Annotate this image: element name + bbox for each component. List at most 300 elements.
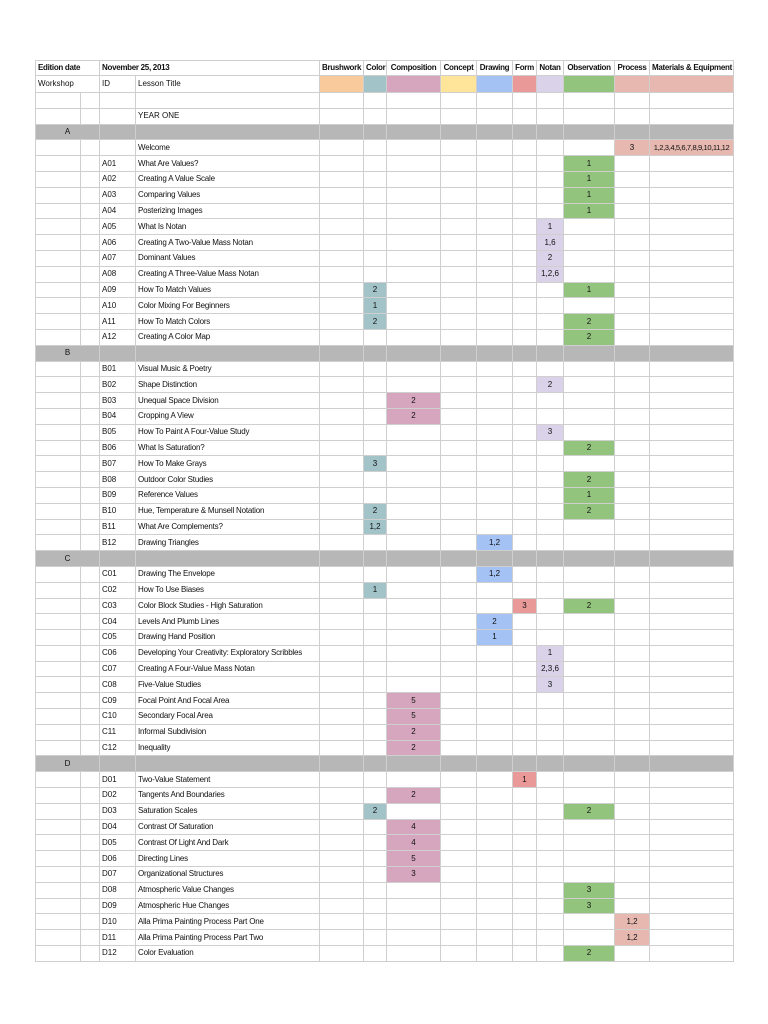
cell-form	[513, 487, 537, 503]
lesson-row	[36, 187, 734, 203]
category-swatch	[564, 76, 615, 93]
cell-color	[364, 867, 387, 883]
cell-brushwork	[320, 298, 364, 314]
lesson-title: Contrast Of Light And Dark	[136, 835, 320, 851]
cell-concept	[441, 171, 477, 187]
cell-observation: 2	[564, 598, 615, 614]
cell-process	[615, 219, 650, 235]
cell-drawing	[477, 329, 513, 345]
cell-process	[615, 946, 650, 962]
cell-process	[615, 582, 650, 598]
cell-process	[615, 171, 650, 187]
lesson-row	[36, 519, 734, 535]
cell-color	[364, 677, 387, 693]
lesson-title: Creating A Two-Value Mass Notan	[136, 235, 320, 251]
cell-color	[364, 424, 387, 440]
cell-concept	[441, 946, 477, 962]
cell-drawing	[477, 361, 513, 377]
cell-observation	[564, 709, 615, 725]
cell-brushwork	[320, 867, 364, 883]
cell-notan	[537, 693, 564, 709]
category-swatch	[615, 76, 650, 93]
cell-color	[364, 250, 387, 266]
cell-color	[364, 930, 387, 946]
cell-brushwork	[320, 519, 364, 535]
cell-observation	[564, 645, 615, 661]
cell-process	[615, 314, 650, 330]
lesson-row	[36, 819, 734, 835]
lesson-id: C12	[100, 740, 136, 756]
cell-color	[364, 740, 387, 756]
cell-composition	[387, 377, 441, 393]
lesson-id: C05	[100, 630, 136, 646]
cell-observation	[564, 377, 615, 393]
cell-process	[615, 282, 650, 298]
lesson-id: A05	[100, 219, 136, 235]
cell-color	[364, 187, 387, 203]
cell-drawing	[477, 156, 513, 172]
cell-drawing	[477, 298, 513, 314]
cell-color	[364, 393, 387, 409]
cell-process	[615, 187, 650, 203]
cell-concept	[441, 456, 477, 472]
cell-process	[615, 566, 650, 582]
cell-form	[513, 329, 537, 345]
cell-observation	[564, 298, 615, 314]
column-header-row	[36, 76, 734, 93]
cell-concept	[441, 566, 477, 582]
category-header-observation: Observation	[564, 61, 615, 76]
cell-composition: 5	[387, 709, 441, 725]
cell-notan: 2	[537, 377, 564, 393]
lesson-row	[36, 582, 734, 598]
cell-notan	[537, 140, 564, 156]
cell-materials-equipment	[650, 724, 734, 740]
cell-brushwork	[320, 630, 364, 646]
lesson-title: Five-Value Studies	[136, 677, 320, 693]
cell-color	[364, 219, 387, 235]
cell-form	[513, 740, 537, 756]
cell-concept	[441, 803, 477, 819]
lesson-title: What Are Values?	[136, 156, 320, 172]
lesson-id: B07	[100, 456, 136, 472]
cell-process	[615, 819, 650, 835]
category-header-materials: Materials & Equipment	[650, 61, 734, 76]
cell-brushwork	[320, 487, 364, 503]
cell-composition: 2	[387, 393, 441, 409]
cell-composition	[387, 519, 441, 535]
cell-notan: 2,3,6	[537, 661, 564, 677]
cell-process	[615, 614, 650, 630]
cell-form	[513, 914, 537, 930]
cell-brushwork	[320, 140, 364, 156]
cell-observation: 2	[564, 803, 615, 819]
lesson-title: How To Use Biases	[136, 582, 320, 598]
cell-form	[513, 535, 537, 551]
lesson-row	[36, 882, 734, 898]
cell-color	[364, 329, 387, 345]
cell-drawing	[477, 487, 513, 503]
id-label: ID	[100, 76, 136, 93]
cell-form	[513, 788, 537, 804]
cell-drawing	[477, 503, 513, 519]
cell-brushwork	[320, 503, 364, 519]
cell-process	[615, 835, 650, 851]
cell-brushwork	[320, 930, 364, 946]
lesson-title: How To Match Colors	[136, 314, 320, 330]
lesson-id: C08	[100, 677, 136, 693]
lesson-row	[36, 203, 734, 219]
lesson-row	[36, 140, 734, 156]
cell-drawing	[477, 171, 513, 187]
lesson-title: What Is Saturation?	[136, 440, 320, 456]
lesson-title: Tangents And Boundaries	[136, 788, 320, 804]
cell-drawing	[477, 946, 513, 962]
cell-materials-equipment	[650, 187, 734, 203]
cell-notan	[537, 171, 564, 187]
cell-drawing	[477, 835, 513, 851]
section-label: C	[36, 551, 100, 567]
cell-drawing	[477, 740, 513, 756]
cell-brushwork	[320, 566, 364, 582]
cell-process	[615, 487, 650, 503]
cell-materials-equipment	[650, 219, 734, 235]
edition-date-label: Edition date	[36, 61, 100, 76]
cell-drawing	[477, 803, 513, 819]
lesson-row	[36, 867, 734, 883]
cell-process	[615, 851, 650, 867]
cell-brushwork	[320, 187, 364, 203]
cell-notan	[537, 472, 564, 488]
cell-observation	[564, 456, 615, 472]
cell-observation	[564, 693, 615, 709]
cell-composition	[387, 914, 441, 930]
cell-drawing	[477, 519, 513, 535]
cell-composition: 2	[387, 408, 441, 424]
cell-notan	[537, 724, 564, 740]
lesson-row	[36, 487, 734, 503]
cell-process: 3	[615, 140, 650, 156]
cell-composition: 5	[387, 693, 441, 709]
cell-observation	[564, 867, 615, 883]
lesson-id: A01	[100, 156, 136, 172]
lesson-id: B04	[100, 408, 136, 424]
cell-concept	[441, 535, 477, 551]
cell-composition: 3	[387, 867, 441, 883]
lesson-title: Saturation Scales	[136, 803, 320, 819]
lesson-row	[36, 930, 734, 946]
cell-observation	[564, 835, 615, 851]
cell-drawing	[477, 393, 513, 409]
cell-form	[513, 867, 537, 883]
cell-form	[513, 250, 537, 266]
lesson-title: Organizational Structures	[136, 867, 320, 883]
cell-materials-equipment	[650, 630, 734, 646]
cell-notan	[537, 598, 564, 614]
lesson-id: B03	[100, 393, 136, 409]
cell-drawing	[477, 598, 513, 614]
cell-brushwork	[320, 898, 364, 914]
cell-materials-equipment	[650, 361, 734, 377]
cell-observation: 1	[564, 282, 615, 298]
cell-brushwork	[320, 835, 364, 851]
cell-notan	[537, 882, 564, 898]
cell-process	[615, 630, 650, 646]
cell-process	[615, 440, 650, 456]
lesson-title: Shape Distinction	[136, 377, 320, 393]
lesson-title: Dominant Values	[136, 250, 320, 266]
cell-color	[364, 661, 387, 677]
lesson-title: What Are Complements?	[136, 519, 320, 535]
lesson-title-label: Lesson Title	[136, 76, 320, 93]
cell-process	[615, 235, 650, 251]
cell-process	[615, 661, 650, 677]
cell-notan	[537, 456, 564, 472]
category-swatch	[537, 76, 564, 93]
cell-form	[513, 614, 537, 630]
cell-form: 1	[513, 772, 537, 788]
cell-concept	[441, 614, 477, 630]
cell-concept	[441, 235, 477, 251]
lesson-title: Posterizing Images	[136, 203, 320, 219]
cell-materials-equipment	[650, 882, 734, 898]
lesson-row	[36, 788, 734, 804]
cell-materials-equipment	[650, 661, 734, 677]
lesson-row	[36, 282, 734, 298]
cell-composition: 4	[387, 819, 441, 835]
section-label: A	[36, 124, 100, 140]
cell-notan	[537, 709, 564, 725]
cell-form	[513, 377, 537, 393]
cell-observation	[564, 519, 615, 535]
cell-form	[513, 519, 537, 535]
cell-concept	[441, 930, 477, 946]
lesson-title: Drawing Hand Position	[136, 630, 320, 646]
lesson-title: Creating A Four-Value Mass Notan	[136, 661, 320, 677]
lesson-id: D03	[100, 803, 136, 819]
cell-observation: 3	[564, 898, 615, 914]
cell-drawing	[477, 456, 513, 472]
lesson-title: Unequal Space Division	[136, 393, 320, 409]
lesson-id: B06	[100, 440, 136, 456]
cell-process	[615, 740, 650, 756]
cell-composition	[387, 187, 441, 203]
cell-composition	[387, 219, 441, 235]
lesson-row	[36, 235, 734, 251]
lesson-title: Creating A Three-Value Mass Notan	[136, 266, 320, 282]
lesson-id: C10	[100, 709, 136, 725]
cell-form	[513, 408, 537, 424]
cell-observation	[564, 914, 615, 930]
cell-concept	[441, 645, 477, 661]
cell-composition: 2	[387, 740, 441, 756]
cell-form	[513, 693, 537, 709]
cell-color	[364, 898, 387, 914]
cell-drawing: 1,2	[477, 535, 513, 551]
cell-observation	[564, 788, 615, 804]
lesson-row	[36, 898, 734, 914]
cell-materials-equipment	[650, 203, 734, 219]
cell-brushwork	[320, 677, 364, 693]
cell-drawing	[477, 851, 513, 867]
cell-notan	[537, 314, 564, 330]
cell-drawing: 1	[477, 630, 513, 646]
cell-color	[364, 598, 387, 614]
cell-composition	[387, 440, 441, 456]
header-row	[36, 61, 734, 76]
cell-concept	[441, 187, 477, 203]
cell-brushwork	[320, 724, 364, 740]
cell-brushwork	[320, 788, 364, 804]
lesson-row	[36, 630, 734, 646]
cell-concept	[441, 740, 477, 756]
cell-notan	[537, 788, 564, 804]
cell-observation	[564, 393, 615, 409]
cell-form	[513, 456, 537, 472]
cell-notan	[537, 156, 564, 172]
cell-form	[513, 235, 537, 251]
cell-notan	[537, 203, 564, 219]
cell-color	[364, 377, 387, 393]
cell-concept	[441, 724, 477, 740]
cell-process	[615, 535, 650, 551]
lesson-title: Alla Prima Painting Process Part One	[136, 914, 320, 930]
cell-concept	[441, 203, 477, 219]
lesson-title: Focal Point And Focal Area	[136, 693, 320, 709]
cell-color	[364, 914, 387, 930]
cell-observation	[564, 219, 615, 235]
lesson-id: C09	[100, 693, 136, 709]
cell-brushwork	[320, 946, 364, 962]
lesson-row	[36, 171, 734, 187]
cell-materials-equipment	[650, 566, 734, 582]
cell-notan: 3	[537, 424, 564, 440]
lesson-row	[36, 677, 734, 693]
cell-concept	[441, 424, 477, 440]
cell-brushwork	[320, 582, 364, 598]
cell-brushwork	[320, 235, 364, 251]
cell-materials-equipment	[650, 819, 734, 835]
cell-concept	[441, 630, 477, 646]
cell-materials-equipment	[650, 503, 734, 519]
cell-concept	[441, 282, 477, 298]
category-swatch	[320, 76, 364, 93]
cell-composition	[387, 266, 441, 282]
cell-color	[364, 408, 387, 424]
cell-composition	[387, 803, 441, 819]
cell-composition: 2	[387, 724, 441, 740]
cell-brushwork	[320, 803, 364, 819]
category-swatch	[364, 76, 387, 93]
lesson-title: How To Paint A Four-Value Study	[136, 424, 320, 440]
cell-form	[513, 203, 537, 219]
cell-drawing	[477, 645, 513, 661]
lesson-id: B11	[100, 519, 136, 535]
workshop-label: Workshop	[36, 76, 100, 93]
cell-materials-equipment	[650, 788, 734, 804]
cell-brushwork	[320, 361, 364, 377]
cell-process	[615, 472, 650, 488]
lesson-row	[36, 424, 734, 440]
cell-process	[615, 298, 650, 314]
cell-concept	[441, 582, 477, 598]
cell-process	[615, 456, 650, 472]
cell-observation	[564, 661, 615, 677]
cell-concept	[441, 677, 477, 693]
cell-concept	[441, 867, 477, 883]
cell-form	[513, 424, 537, 440]
cell-materials-equipment	[650, 250, 734, 266]
cell-drawing	[477, 882, 513, 898]
lesson-row	[36, 503, 734, 519]
cell-form	[513, 677, 537, 693]
cell-materials-equipment	[650, 282, 734, 298]
lesson-row	[36, 693, 734, 709]
cell-materials-equipment	[650, 377, 734, 393]
lesson-title: Drawing The Envelope	[136, 566, 320, 582]
cell-observation	[564, 266, 615, 282]
lesson-row	[36, 219, 734, 235]
cell-color: 2	[364, 314, 387, 330]
lesson-id: A06	[100, 235, 136, 251]
cell-materials-equipment	[650, 156, 734, 172]
cell-brushwork	[320, 645, 364, 661]
cell-observation	[564, 724, 615, 740]
cell-notan	[537, 803, 564, 819]
cell-color	[364, 487, 387, 503]
cell-observation: 1	[564, 187, 615, 203]
cell-form	[513, 503, 537, 519]
cell-composition	[387, 298, 441, 314]
lesson-id: B02	[100, 377, 136, 393]
cell-color: 2	[364, 282, 387, 298]
cell-materials-equipment	[650, 393, 734, 409]
cell-concept	[441, 819, 477, 835]
cell-drawing: 2	[477, 614, 513, 630]
cell-observation	[564, 630, 615, 646]
cell-composition	[387, 645, 441, 661]
cell-observation: 2	[564, 472, 615, 488]
cell-color: 2	[364, 803, 387, 819]
cell-form	[513, 298, 537, 314]
cell-composition	[387, 503, 441, 519]
cell-process	[615, 377, 650, 393]
cell-brushwork	[320, 693, 364, 709]
lesson-row	[36, 803, 734, 819]
cell-materials-equipment	[650, 266, 734, 282]
cell-observation: 2	[564, 329, 615, 345]
cell-concept	[441, 882, 477, 898]
cell-drawing	[477, 898, 513, 914]
lesson-id: B10	[100, 503, 136, 519]
lesson-id: B01	[100, 361, 136, 377]
cell-observation	[564, 250, 615, 266]
lesson-id: C04	[100, 614, 136, 630]
cell-drawing	[477, 661, 513, 677]
lesson-row	[36, 361, 734, 377]
cell-brushwork	[320, 393, 364, 409]
cell-composition	[387, 677, 441, 693]
cell-composition	[387, 566, 441, 582]
cell-form	[513, 819, 537, 835]
cell-concept	[441, 788, 477, 804]
lesson-title: Welcome	[136, 140, 320, 156]
cell-drawing	[477, 724, 513, 740]
cell-brushwork	[320, 614, 364, 630]
cell-brushwork	[320, 377, 364, 393]
cell-color	[364, 235, 387, 251]
cell-brushwork	[320, 250, 364, 266]
